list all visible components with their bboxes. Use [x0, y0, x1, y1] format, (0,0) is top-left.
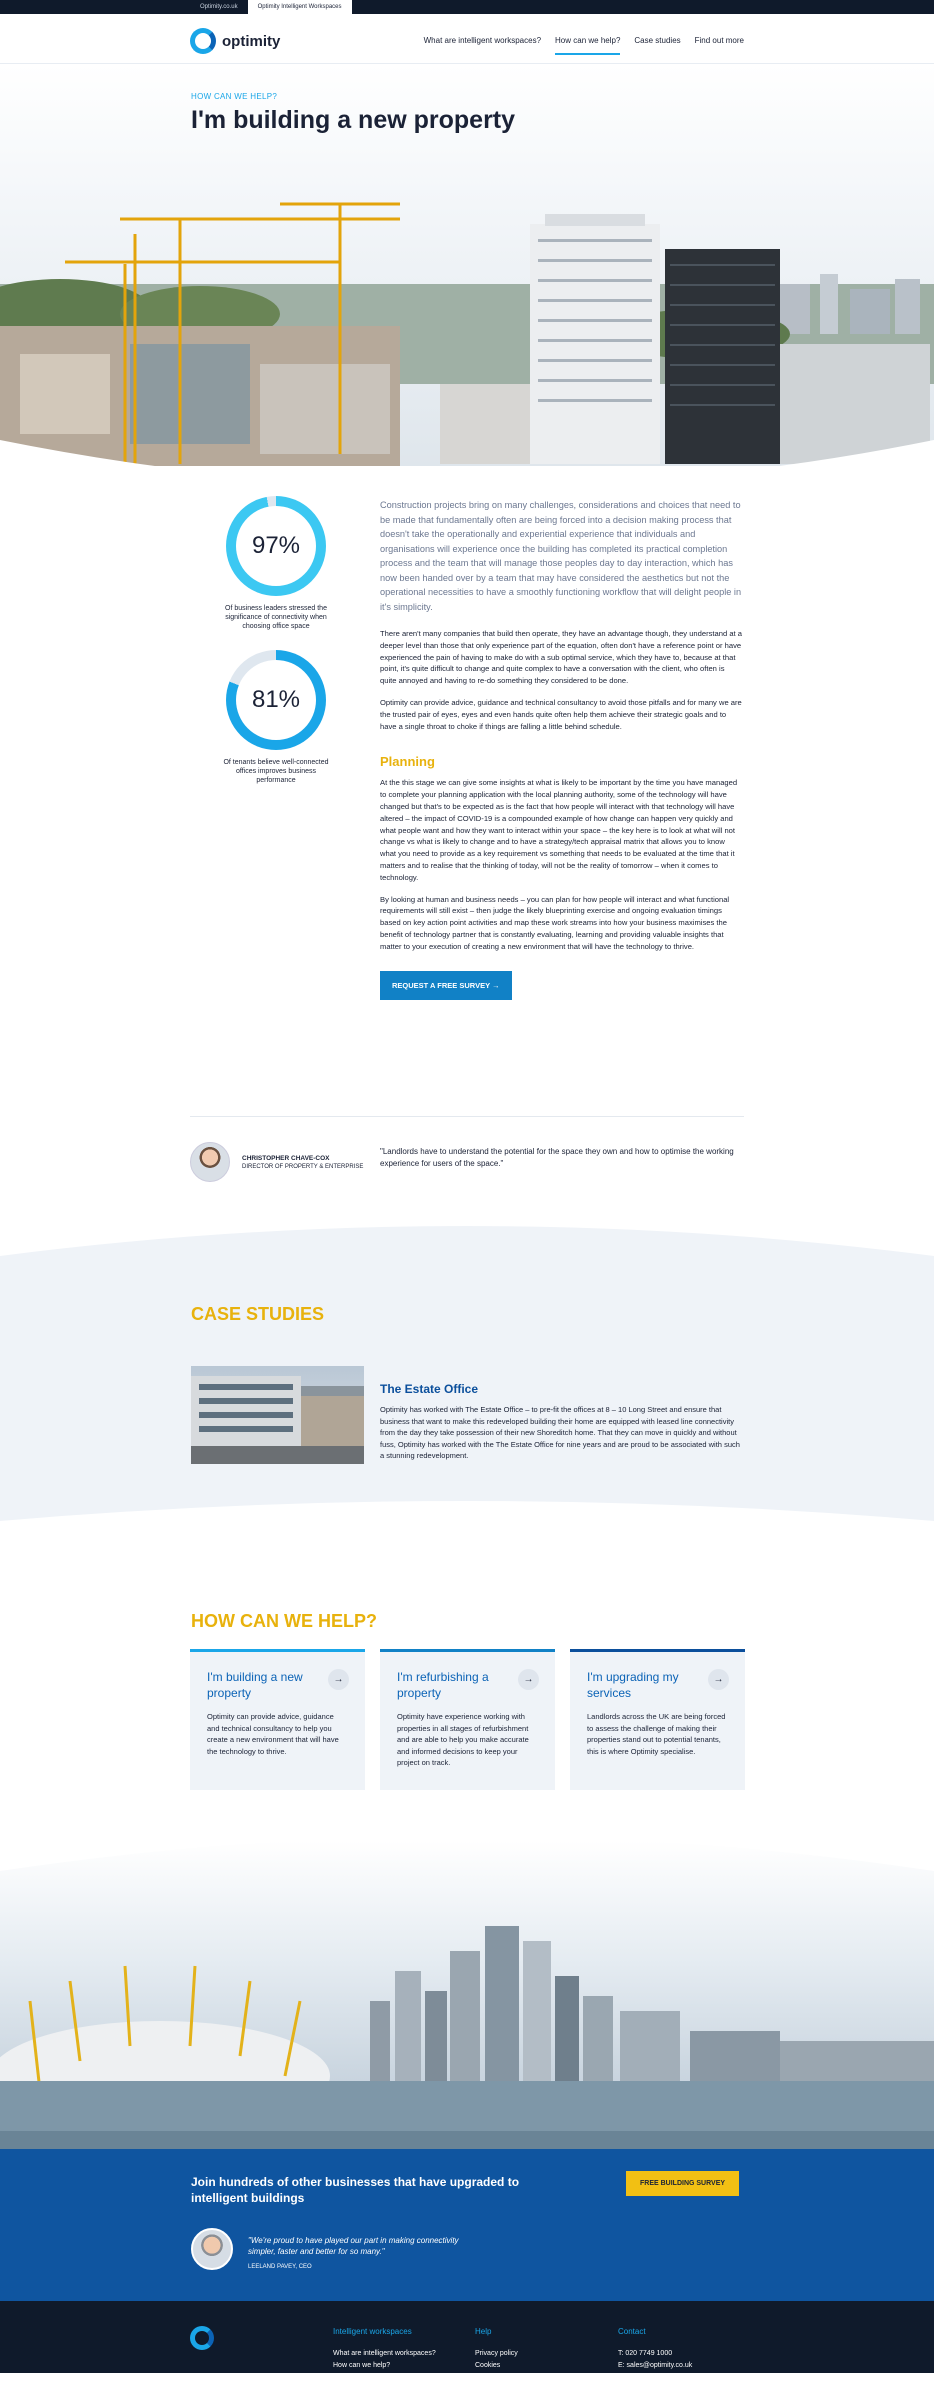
stat-card: [218, 496, 334, 631]
card-text: Optimity can provide advice, guidance and technical consultancy to help you create a new environment that will have the technology to thrive.: [207, 1712, 339, 1756]
card-text: Landlords across the UK are being forced to assess the challenge of making their properties stand out to potential tenants, this is where Optimity specialise.: [587, 1712, 726, 1756]
cta-band: [0, 2149, 934, 2301]
nav-what-are-workspaces[interactable]: What are intelligent workspaces?: [423, 36, 542, 45]
site-header: [0, 14, 934, 64]
footer-email[interactable]: E: sales@optimity.co.uk: [618, 2362, 693, 2369]
article-paragraph: At the this stage we can give some insights at what is likely to be important by the time you have managed to complete your planning application with the local planning authority, some of the technology will have changed but that's to be expected as is the fact that how people will interact with that technology will have altered – the impact of COVID-19 is a compounded example of how change can happen very quickly and what people want and how they want to interact within your space – the key here is to look at what will not change vs what is likely to change and to have a strategy/tech appraisal matrix that allows you to know what you need to provide as a key requirement vs something that needs to be evaluated at the time that it matters and to realise that the thinking of today, will not be the reality of tomorrow – when it comes to technology.: [380, 778, 738, 882]
footer-logo-icon[interactable]: [190, 2326, 214, 2350]
section-heading-planning: Planning: [380, 754, 435, 770]
nav-how-can-we-help[interactable]: How can we help?: [555, 36, 620, 55]
stat-caption: Of tenants believe well-connected offices improves business performance: [223, 759, 329, 784]
hero: [0, 64, 934, 466]
stat-ring: [226, 496, 326, 596]
main-nav: [424, 36, 744, 55]
article-paragraph: There aren't many companies that build then operate, they have an advantage though, they understand at a deeper level than those that only experience part of the equation, often don't have a reference point or have experienced the pain of having to make do with a sub optimal service, which they have to, because at that point, it's quite difficult to change and quite complex to have a conversation with the client, who often is quite annoyed and having to re-do something they considered to be done.: [380, 629, 742, 686]
article-paragraph: Optimity can provide advice, guidance and technical consultancy to avoid those pitfalls and for many we are the trusted pair of eyes, eyes and even hands quite often help them achieve their strategic goals and to have a single throat to choke if things are falling a little behind schedule.: [380, 697, 742, 731]
footer-phone[interactable]: T: 020 7749 1000: [618, 2350, 673, 2357]
hero-kicker: HOW CAN WE HELP?: [191, 92, 278, 101]
help-card[interactable]: [380, 1649, 555, 1790]
footer-heading: Intelligent workspaces: [333, 2327, 412, 2336]
stat-card: [218, 650, 334, 785]
help-section: [0, 1541, 934, 1841]
tab-optimity-site[interactable]: Optimity.co.uk: [200, 4, 238, 10]
stat-ring: [226, 650, 326, 750]
author-name: CHRISTOPHER CHAVE-COX: [242, 1154, 330, 1162]
case-study-title[interactable]: The Estate Office: [380, 1382, 479, 1396]
card-text: Optimity have experience working with properties in all stages of refurbishment and are able to help you make accurate and informed decisions to keep your project on track.: [397, 1712, 529, 1767]
footer-link[interactable]: Privacy policy: [475, 2350, 518, 2357]
footer-column: [618, 2327, 692, 2369]
cta-author: LEELAND PAVEY, CEO: [248, 2264, 312, 2270]
article-body: [380, 498, 742, 1000]
free-survey-button[interactable]: FREE BUILDING SURVEY: [626, 2171, 739, 2196]
avatar: [191, 2228, 233, 2270]
arrow-right-icon[interactable]: →: [328, 1669, 349, 1690]
stat-caption: Of business leaders stressed the significance of connectivity when choosing office space: [225, 605, 327, 630]
testimonial-author: [190, 1142, 363, 1182]
stat-value: 97%: [236, 506, 316, 586]
page-title: I'm building a new property: [191, 106, 516, 134]
case-study-image[interactable]: [191, 1366, 364, 1464]
case-study-text: Optimity has worked with The Estate Office – to pre-fit the offices at 8 – 10 Long Street and ensure that business that want to make this redeveloped building their home are equipped with leased line connectivity from the day they take possession of their new Shoreditch home. That they can move in quickly and without fuss, Optimity has worked with the The Estate Office for nine years and are proud to be associated with such a stunning redevelopment.: [380, 1405, 740, 1460]
article-section: [0, 466, 934, 1216]
article-paragraph: By looking at human and business needs – you can plan for how people will interact and what functional requirements will still exist – then judge the likely blueprinting exercise and ongoing evaluation timings based on key action point activities and map these work streams into how your business maximises the benefit of technology partner that is constantly evaluating, learning and providing valuable insights that matter to your execution of creating a new environment that will have the technology to thrive.: [380, 894, 730, 951]
testimonial-quote: "Landlords have to understand the potential for the space they own and how to optimise the working experience for users of the space.": [380, 1147, 734, 1168]
footer-link[interactable]: Cookies: [475, 2362, 501, 2369]
case-studies-heading: CASE STUDIES: [191, 1304, 325, 1324]
section-arc: [0, 1216, 934, 1256]
skyline-image: [0, 1841, 934, 2149]
help-heading: HOW CAN WE HELP?: [191, 1611, 377, 1631]
cta-quote: "We're proud to have played our part in making connectivity simpler, faster and better for so many.": [248, 2236, 459, 2256]
card-title[interactable]: I'm building a new property: [207, 1670, 303, 1700]
help-card[interactable]: [570, 1649, 745, 1790]
tab-intelligent-workspaces[interactable]: Optimity Intelligent Workspaces: [248, 0, 352, 14]
nav-find-out-more[interactable]: Find out more: [694, 36, 744, 45]
card-title[interactable]: I'm refurbishing a property: [397, 1670, 489, 1700]
site-logo[interactable]: [190, 28, 280, 54]
divider: [190, 1116, 744, 1117]
author-role: DIRECTOR OF PROPERTY & ENTERPRISE: [242, 1163, 364, 1170]
footer-column: [333, 2327, 436, 2369]
utility-bar: [0, 0, 934, 14]
logo-ring-icon: [190, 28, 216, 54]
logo-text: optimity: [222, 32, 281, 50]
footer-link[interactable]: How can we help?: [333, 2362, 391, 2369]
arrow-right-icon[interactable]: →: [708, 1669, 729, 1690]
footer-column: [475, 2327, 518, 2369]
article-lead: Construction projects bring on many challenges, considerations and choices that need to be made that fundamentally often are being forced into a decision making process that doesn't take the operationally and experiential experience that individuals and organisations will experience once the building has completed its practical completion process and the team that will manage those peoples day to day interaction, which has now been handed over by a team that may have considered the aesthetics but not the operational necessities to have a smoothly functioning workflow that will delight people in it's simplicity.: [380, 500, 742, 612]
footer-heading: Contact: [618, 2327, 646, 2336]
stat-value: 81%: [236, 660, 316, 740]
avatar: [190, 1142, 230, 1182]
card-title[interactable]: I'm upgrading my services: [587, 1670, 679, 1700]
help-card[interactable]: [190, 1649, 365, 1790]
cta-title: Join hundreds of other businesses that have upgraded to intelligent buildings: [191, 2175, 520, 2205]
arrow-right-icon[interactable]: →: [518, 1669, 539, 1690]
footer-heading: Help: [475, 2327, 492, 2336]
nav-case-studies[interactable]: Case studies: [634, 36, 681, 45]
section-arc: [0, 1501, 934, 1541]
request-survey-button[interactable]: REQUEST A FREE SURVEY →: [380, 971, 512, 1000]
footer-link[interactable]: What are intelligent workspaces?: [333, 2350, 436, 2357]
site-footer: [0, 2301, 934, 2373]
case-studies-section: [0, 1216, 934, 1541]
